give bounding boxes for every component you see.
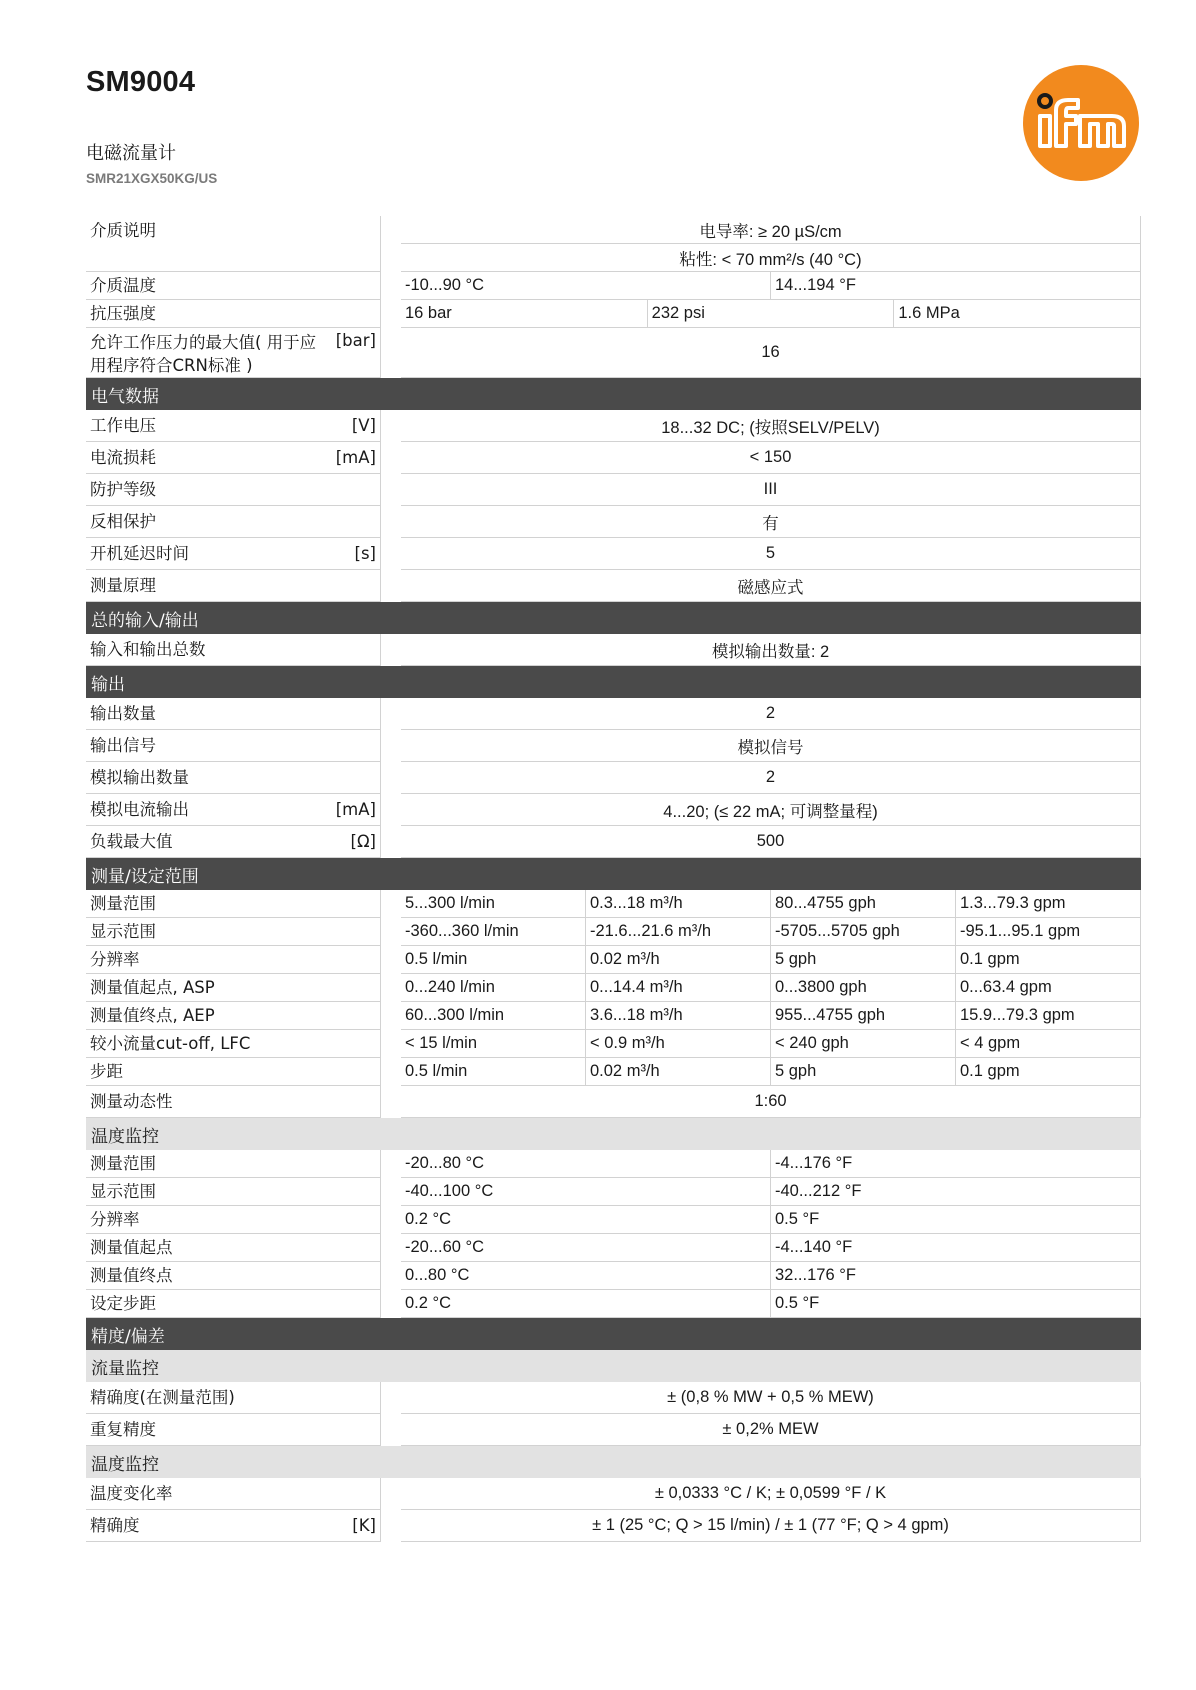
spec-row <box>86 272 1141 300</box>
spec-row <box>86 442 1141 474</box>
spec-label-cell <box>86 1262 381 1290</box>
spec-value: 5 <box>401 538 1141 570</box>
spec-label: 步距 <box>90 1062 123 1081</box>
spec-value: 磁感应式 <box>401 570 1141 602</box>
spec-label: 电流损耗 <box>90 448 156 467</box>
spec-row <box>86 410 1141 442</box>
spec-label: 抗压强度 <box>90 304 156 323</box>
spec-value: 0.1 gpm <box>956 946 1141 974</box>
spec-label-cell <box>86 1382 381 1414</box>
spec-value: 18...32 DC; (按照SELV/PELV) <box>401 410 1141 442</box>
spec-label-cell <box>86 1150 381 1178</box>
spec-row <box>86 538 1141 570</box>
spec-label: 测量值终点 <box>90 1266 173 1285</box>
spec-value: 0.5 l/min <box>401 946 586 974</box>
spec-value: 5 gph <box>771 946 956 974</box>
spec-value: -20...80 °C <box>401 1150 771 1178</box>
subsection-header: 流量监控 <box>86 1350 1141 1382</box>
spec-label-cell <box>86 1002 381 1030</box>
spec-value: -360...360 l/min <box>401 918 586 946</box>
spec-value: 16 bar <box>401 300 648 328</box>
spec-label: 显示范围 <box>90 1182 156 1201</box>
spec-label: 反相保护 <box>90 512 156 531</box>
spec-value: 0.5 l/min <box>401 1058 586 1086</box>
spec-label: 工作电压 <box>90 416 156 435</box>
product-subtitle: 电磁流量计 <box>86 143 176 164</box>
spec-value: 0...3800 gph <box>771 974 956 1002</box>
spec-label-cell <box>86 1510 381 1542</box>
spec-value: ± 0,0333 °C / K; ± 0,0599 °F / K <box>401 1478 1141 1510</box>
spec-table <box>86 216 1141 1542</box>
spec-label: 模拟电流输出 <box>90 800 189 819</box>
spec-label: 分辨率 <box>90 950 140 969</box>
spec-value: < 240 gph <box>771 1030 956 1058</box>
spec-value: -4...176 °F <box>771 1150 1141 1178</box>
spec-label-cell <box>86 506 381 538</box>
spec-label: 模拟输出数量 <box>90 768 189 787</box>
spec-label: 分辨率 <box>90 1210 140 1229</box>
spec-label-cell <box>86 1206 381 1234</box>
spec-value: 500 <box>401 826 1141 858</box>
spec-row <box>86 794 1141 826</box>
spec-label-cell <box>86 918 381 946</box>
spec-label-cell <box>86 730 381 762</box>
subsection-header: 温度监控 <box>86 1118 1141 1150</box>
spec-unit: [K] <box>352 1516 376 1535</box>
spec-row <box>86 974 1141 1002</box>
spec-row <box>86 1510 1141 1542</box>
spec-value: < 15 l/min <box>401 1030 586 1058</box>
spec-label: 较小流量cut-off, LFC <box>90 1034 251 1053</box>
spec-label-cell <box>86 1414 381 1446</box>
spec-value: 15.9...79.3 gpm <box>956 1002 1141 1030</box>
spec-label: 测量值起点 <box>90 1238 173 1257</box>
spec-label-cell <box>86 300 381 328</box>
spec-value: -40...212 °F <box>771 1178 1141 1206</box>
spec-row <box>86 730 1141 762</box>
spec-value: III <box>401 474 1141 506</box>
spec-value: 0.02 m³/h <box>586 1058 771 1086</box>
spec-row <box>86 216 1141 272</box>
spec-label-cell <box>86 474 381 506</box>
spec-label-cell <box>86 634 381 666</box>
spec-value: 2 <box>401 762 1141 794</box>
spec-row <box>86 1478 1141 1510</box>
spec-value: 有 <box>401 506 1141 538</box>
spec-value: 0...80 °C <box>401 1262 771 1290</box>
spec-unit: [bar] <box>335 331 376 350</box>
spec-row <box>86 328 1141 378</box>
spec-unit: [s] <box>354 544 376 563</box>
spec-row <box>86 826 1141 858</box>
spec-label: 介质说明 <box>90 221 156 240</box>
spec-value: 电导率: ≥ 20 µS/cm <box>401 216 1141 244</box>
spec-label: 输入和输出总数 <box>90 640 206 659</box>
spec-value: 32...176 °F <box>771 1262 1141 1290</box>
subsection-header: 温度监控 <box>86 1446 1141 1478</box>
spec-value: -20...60 °C <box>401 1234 771 1262</box>
spec-value: 0.2 °C <box>401 1206 771 1234</box>
spec-value: ± (0,8 % MW + 0,5 % MEW) <box>401 1382 1141 1414</box>
spec-label-cell <box>86 946 381 974</box>
spec-label-cell <box>86 1178 381 1206</box>
section-header: 输出 <box>86 666 1141 698</box>
spec-label-cell <box>86 794 381 826</box>
spec-label: 精确度 <box>90 1516 140 1535</box>
spec-value: 5 gph <box>771 1058 956 1086</box>
spec-label-cell <box>86 1030 381 1058</box>
spec-value: 2 <box>401 698 1141 730</box>
spec-row <box>86 570 1141 602</box>
spec-label: 温度变化率 <box>90 1484 173 1503</box>
spec-value: < 4 gpm <box>956 1030 1141 1058</box>
product-code: SMR21XGX50KG/US <box>86 171 218 186</box>
spec-label-cell <box>86 890 381 918</box>
spec-value: 232 psi <box>648 300 895 328</box>
spec-row <box>86 890 1141 918</box>
spec-label: 测量值起点, ASP <box>90 978 215 997</box>
spec-label: 测量范围 <box>90 894 156 913</box>
spec-row <box>86 1414 1141 1446</box>
spec-label-cell <box>86 272 381 300</box>
spec-label: 输出信号 <box>90 736 156 755</box>
spec-label-cell <box>86 538 381 570</box>
section-header: 电气数据 <box>86 378 1141 410</box>
spec-row <box>86 1086 1141 1118</box>
spec-row <box>86 1262 1141 1290</box>
section-header: 精度/偏差 <box>86 1318 1141 1350</box>
spec-value: 0.02 m³/h <box>586 946 771 974</box>
spec-value: -5705...5705 gph <box>771 918 956 946</box>
spec-value: 1.6 MPa <box>894 300 1141 328</box>
spec-label-cell <box>86 410 381 442</box>
spec-value: 14...194 °F <box>771 272 1141 300</box>
spec-label-cell <box>86 1234 381 1262</box>
spec-unit: [V] <box>351 416 376 435</box>
section-header: 总的输入/输出 <box>86 602 1141 634</box>
spec-row <box>86 1178 1141 1206</box>
spec-value: ± 0,2% MEW <box>401 1414 1141 1446</box>
spec-row <box>86 1002 1141 1030</box>
section-header: 测量/设定范围 <box>86 858 1141 890</box>
spec-value: 模拟信号 <box>401 730 1141 762</box>
spec-row <box>86 1206 1141 1234</box>
spec-label-cell <box>86 1290 381 1318</box>
spec-value: 3.6...18 m³/h <box>586 1002 771 1030</box>
spec-value: 5...300 l/min <box>401 890 586 918</box>
spec-value: 16 <box>401 328 1141 378</box>
spec-row <box>86 1150 1141 1178</box>
spec-row <box>86 300 1141 328</box>
spec-row <box>86 946 1141 974</box>
spec-row <box>86 506 1141 538</box>
spec-value: 4...20; (≤ 22 mA; 可调整量程) <box>401 794 1141 826</box>
spec-row <box>86 634 1141 666</box>
spec-label: 设定步距 <box>90 1294 156 1313</box>
spec-row <box>86 1030 1141 1058</box>
spec-value: 0...14.4 m³/h <box>586 974 771 1002</box>
spec-label-cell <box>86 1478 381 1510</box>
spec-row <box>86 762 1141 794</box>
spec-value: 0.3...18 m³/h <box>586 890 771 918</box>
spec-value: < 150 <box>401 442 1141 474</box>
spec-label: 重复精度 <box>90 1420 156 1439</box>
spec-label: 测量动态性 <box>90 1092 173 1111</box>
spec-row <box>86 698 1141 730</box>
spec-label: 精确度(在测量范围) <box>90 1388 235 1407</box>
spec-label: 测量值终点, AEP <box>90 1006 215 1025</box>
spec-label-cell <box>86 1058 381 1086</box>
spec-row <box>86 1058 1141 1086</box>
spec-value: 955...4755 gph <box>771 1002 956 1030</box>
spec-label-cell <box>86 216 381 272</box>
ifm-logo <box>1022 64 1140 182</box>
spec-label: 负载最大值 <box>90 832 173 851</box>
spec-value: 0.5 °F <box>771 1290 1141 1318</box>
spec-label: 输出数量 <box>90 704 156 723</box>
spec-value: -10...90 °C <box>401 272 771 300</box>
spec-row <box>86 1382 1141 1414</box>
spec-label-cell <box>86 442 381 474</box>
spec-value: -4...140 °F <box>771 1234 1141 1262</box>
spec-value: -95.1...95.1 gpm <box>956 918 1141 946</box>
spec-label: 显示范围 <box>90 922 156 941</box>
spec-label-cell <box>86 762 381 794</box>
spec-value: 0.2 °C <box>401 1290 771 1318</box>
spec-value: 模拟输出数量: 2 <box>401 634 1141 666</box>
spec-row <box>86 474 1141 506</box>
spec-row <box>86 918 1141 946</box>
spec-label-cell <box>86 698 381 730</box>
spec-value: 0...63.4 gpm <box>956 974 1141 1002</box>
spec-value: -21.6...21.6 m³/h <box>586 918 771 946</box>
spec-label: 测量原理 <box>90 576 156 595</box>
spec-value: 0.1 gpm <box>956 1058 1141 1086</box>
product-title: SM9004 <box>86 66 196 98</box>
spec-label: 介质温度 <box>90 276 156 295</box>
spec-label: 测量范围 <box>90 1154 156 1173</box>
spec-label: 开机延迟时间 <box>90 544 189 563</box>
spec-label: 允许工作压力的最大值( 用于应用程序符合CRN标准 ) <box>90 333 317 375</box>
spec-label-cell <box>86 974 381 1002</box>
spec-row <box>86 1290 1141 1318</box>
spec-label-cell <box>86 826 381 858</box>
spec-label-cell <box>86 1086 381 1118</box>
spec-value: 1:60 <box>401 1086 1141 1118</box>
spec-value: 0...240 l/min <box>401 974 586 1002</box>
spec-value: 1.3...79.3 gpm <box>956 890 1141 918</box>
spec-value: ± 1 (25 °C; Q > 15 l/min) / ± 1 (77 °F; Q > 4 gpm) <box>401 1510 1141 1542</box>
spec-value: -40...100 °C <box>401 1178 771 1206</box>
spec-value: 0.5 °F <box>771 1206 1141 1234</box>
spec-unit: [mA] <box>335 448 376 467</box>
spec-value: 60...300 l/min <box>401 1002 586 1030</box>
spec-label-cell <box>86 570 381 602</box>
spec-unit: [mA] <box>335 800 376 819</box>
spec-value: 粘性: < 70 mm²/s (40 °C) <box>401 244 1141 272</box>
spec-value: 80...4755 gph <box>771 890 956 918</box>
spec-unit: [Ω] <box>350 832 376 851</box>
spec-value: < 0.9 m³/h <box>586 1030 771 1058</box>
spec-label-cell <box>86 328 381 378</box>
spec-label: 防护等级 <box>90 480 156 499</box>
spec-row <box>86 1234 1141 1262</box>
